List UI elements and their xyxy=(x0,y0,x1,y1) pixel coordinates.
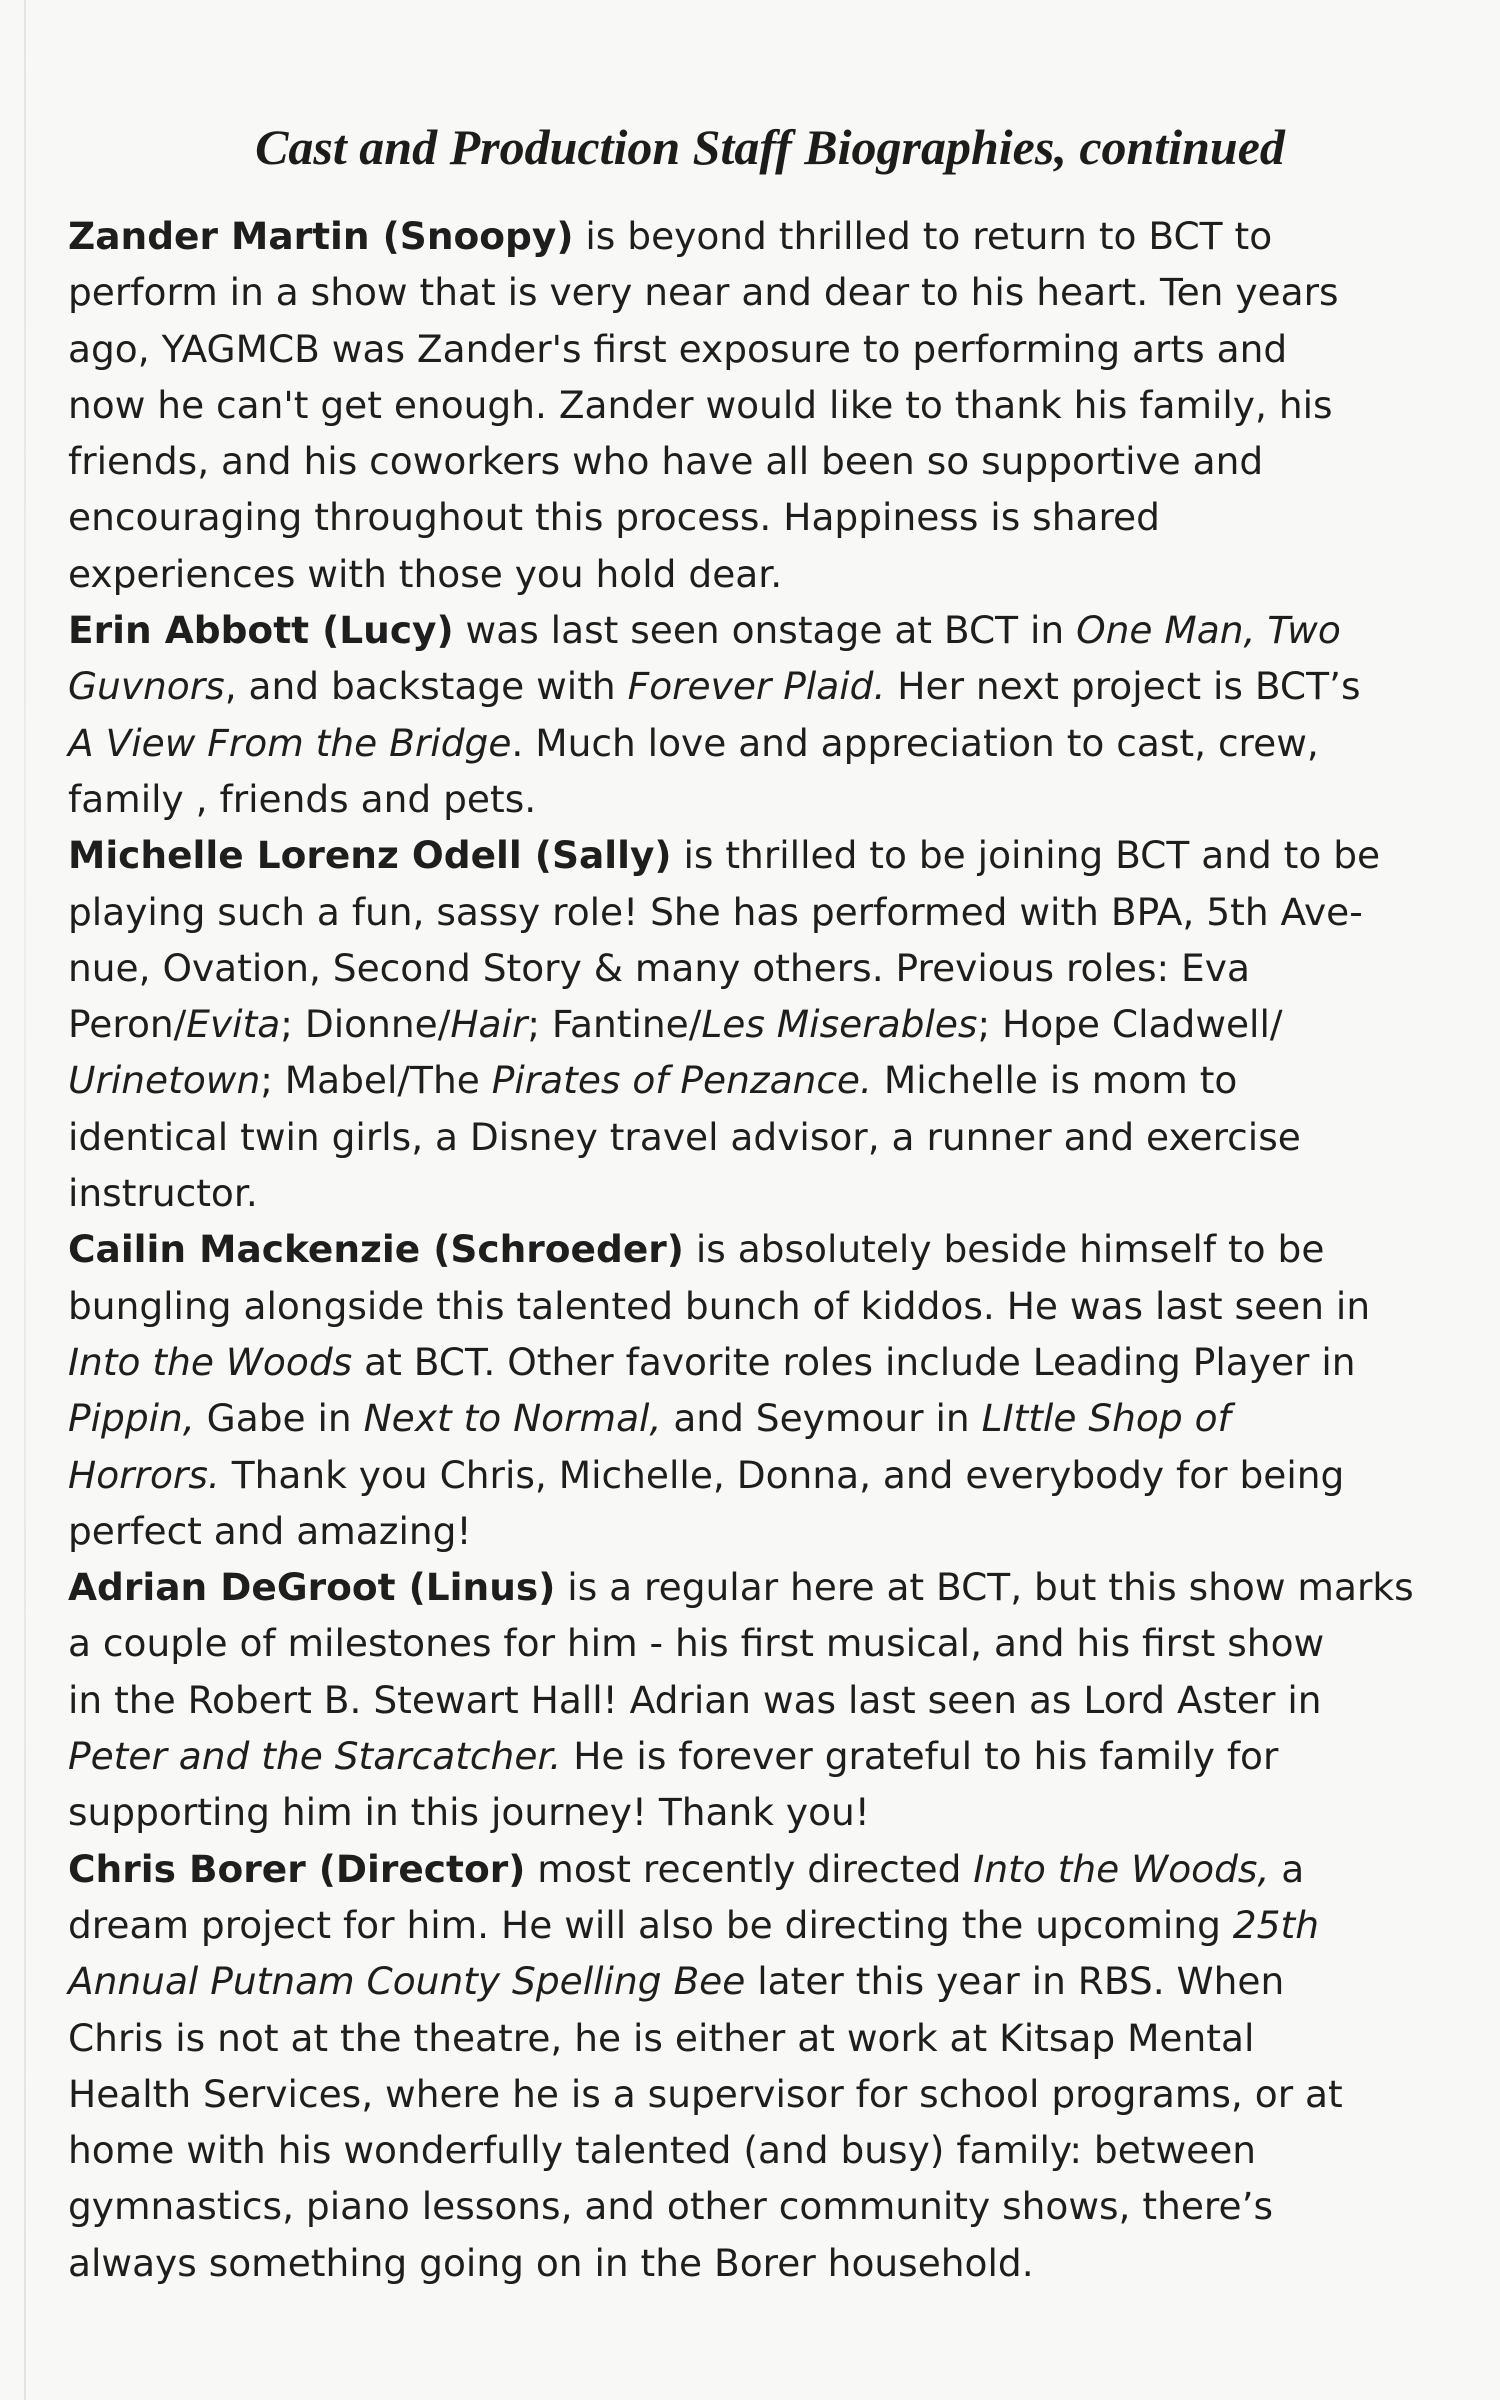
bio-text: supporting him in this journey! Thank you! xyxy=(68,1790,870,1835)
bio-text: family , friends and pets. xyxy=(68,776,537,821)
page-fold-line xyxy=(24,0,26,2400)
bio-text: is absolutely beside himself to be xyxy=(683,1227,1325,1272)
bio-text: always something going on in the Borer household. xyxy=(68,2240,1034,2285)
bio-line xyxy=(68,1897,1463,1953)
bio-line xyxy=(68,658,1463,714)
bio-title-text: Into the Woods xyxy=(68,1339,353,1384)
bio-text: perform in a show that is very near and dear to his heart. Ten years xyxy=(68,270,1339,315)
bio-line xyxy=(68,1052,1463,1108)
bio-text: later this year in RBS. When xyxy=(745,1959,1285,2004)
bio-title-text: A View From the Bridge xyxy=(68,720,512,765)
bio-text: nue, Ovation, Second Story & many others. Previous roles: Eva xyxy=(68,945,1250,990)
bio-title-text: Into the Woods, xyxy=(973,1846,1270,1891)
bio-text: Michelle is mom to xyxy=(871,1058,1238,1103)
bio-entry xyxy=(68,827,1463,1221)
bio-text: instructor. xyxy=(68,1171,258,1216)
bio-name: Chris Borer (Director) xyxy=(68,1846,526,1891)
bio-line xyxy=(68,1278,1463,1334)
bio-line xyxy=(68,1728,1463,1784)
bio-line xyxy=(68,771,1463,827)
bio-line xyxy=(68,1841,1463,1897)
bio-title-text: Urinetown xyxy=(68,1058,261,1103)
bio-line xyxy=(68,2178,1463,2234)
bio-text: ; Fantine/ xyxy=(527,1002,702,1047)
bio-name: Michelle Lorenz Odell (Sally) xyxy=(68,833,672,878)
bio-text: is a regular here at BCT, but this show marks xyxy=(555,1565,1414,1610)
bio-line xyxy=(68,940,1463,996)
bio-text: in the Robert B. Stewart Hall! Adrian was last seen as Lord Aster in xyxy=(68,1677,1322,1722)
bio-line xyxy=(68,884,1463,940)
bio-line xyxy=(68,1503,1463,1559)
bio-line xyxy=(68,1447,1463,1503)
page-title: Cast and Production Staff Biographies, continued xyxy=(255,119,1285,175)
bio-line xyxy=(68,489,1463,545)
bio-line xyxy=(68,1221,1463,1277)
bio-text: a couple of milestones for him - his first musical, and his first show xyxy=(68,1621,1325,1666)
bio-name: Cailin Mackenzie (Schroeder) xyxy=(68,1227,684,1272)
bio-text: . Much love and appreciation to cast, crew, xyxy=(511,720,1319,765)
bio-line xyxy=(68,1615,1463,1671)
bio-entry xyxy=(68,208,1463,602)
bio-line xyxy=(68,996,1463,1052)
bio-text: He is forever grateful to his family for xyxy=(561,1734,1279,1779)
bio-text: Her next project is BCT’s xyxy=(885,664,1361,709)
biographies-section xyxy=(68,208,1463,2291)
bio-line xyxy=(68,1109,1463,1165)
bio-line xyxy=(68,2122,1463,2178)
bio-text: experiences with those you hold dear. xyxy=(68,551,783,596)
bio-title-text: Forever Plaid. xyxy=(627,664,886,709)
bio-text: , and backstage with xyxy=(224,664,628,709)
bio-line xyxy=(68,1334,1463,1390)
bio-line xyxy=(68,1784,1463,1840)
bio-line xyxy=(68,377,1463,433)
bio-text: ; Dionne/ xyxy=(280,1002,451,1047)
bio-text: now he can't get enough. Zander would like to thank his family, his xyxy=(68,382,1333,427)
bio-text: dream project for him. He will also be directing the upcoming xyxy=(68,1902,1233,1947)
bio-title-text: One Man, Two xyxy=(1076,608,1341,653)
bio-title-text: Horrors. xyxy=(68,1452,220,1497)
bio-entry xyxy=(68,1559,1463,1840)
bio-line xyxy=(68,546,1463,602)
bio-line xyxy=(68,602,1463,658)
bio-line xyxy=(68,827,1463,883)
bio-title-text: 25th xyxy=(1232,1902,1319,1947)
bio-line xyxy=(68,208,1463,264)
bio-line xyxy=(68,2010,1463,2066)
bio-text: is thrilled to be joining BCT and to be xyxy=(671,833,1381,878)
bio-line xyxy=(68,1953,1463,2009)
bio-text: ago, YAGMCB was Zander's first exposure to performing arts and xyxy=(68,326,1288,371)
bio-text: friends, and his coworkers who have all been so supportive and xyxy=(68,439,1264,484)
bio-text: perfect and amazing! xyxy=(68,1508,472,1553)
bio-text: a xyxy=(1269,1846,1305,1891)
bio-title-text: Pirates of Penzance. xyxy=(491,1058,872,1103)
bio-title-text: Evita xyxy=(186,1002,281,1047)
bio-entry xyxy=(68,1841,1463,2291)
bio-text: Thank you Chris, Michelle, Donna, and everybody for being xyxy=(219,1452,1345,1497)
bio-title-text: Pippin, xyxy=(68,1396,195,1441)
bio-text: Health Services, where he is a supervisor for school programs, or at xyxy=(68,2071,1343,2116)
bio-text: bungling alongside this talented bunch of kiddos. He was last seen in xyxy=(68,1283,1371,1328)
bio-title-text: Annual Putnam County Spelling Bee xyxy=(68,1959,746,2004)
bio-text: ; Hope Cladwell/ xyxy=(977,1002,1283,1047)
bio-name: Adrian DeGroot (Linus) xyxy=(68,1565,556,1610)
bio-text: is beyond thrilled to return to BCT to xyxy=(573,214,1273,258)
bio-text: Peron/ xyxy=(68,1002,187,1047)
bio-text: identical twin girls, a Disney travel advisor, a runner and exercise xyxy=(68,1114,1301,1159)
bio-text: and Seymour in xyxy=(661,1396,982,1441)
bio-entry xyxy=(68,1221,1463,1559)
bio-text: playing such a fun, sassy role! She has performed with BPA, 5th Ave- xyxy=(68,889,1363,934)
bio-text: encouraging throughout this process. Happiness is shared xyxy=(68,495,1160,540)
bio-line xyxy=(68,433,1463,489)
bio-title-text: Peter and the Starcatcher. xyxy=(68,1734,562,1779)
bio-title-text: LIttle Shop of xyxy=(981,1396,1231,1441)
bio-text: most recently directed xyxy=(525,1846,974,1891)
bio-line xyxy=(68,1390,1463,1446)
bio-text: at BCT. Other favorite roles include Leading Player in xyxy=(352,1339,1356,1384)
bio-text: home with his wonderfully talented (and busy) family: between xyxy=(68,2128,1257,2173)
bio-title-text: Hair xyxy=(450,1002,528,1047)
bio-line xyxy=(68,2235,1463,2291)
bio-line xyxy=(68,1165,1463,1221)
bio-line xyxy=(68,2066,1463,2122)
bio-title-text: Next to Normal, xyxy=(363,1396,662,1441)
bio-name: Erin Abbott (Lucy) xyxy=(68,608,454,653)
bio-text: ; Mabel/The xyxy=(260,1058,492,1103)
bio-text: gymnastics, piano lessons, and other community shows, there’s xyxy=(68,2184,1274,2229)
bio-line xyxy=(68,1559,1463,1615)
bio-line xyxy=(68,264,1463,320)
bio-entry xyxy=(68,602,1463,827)
bio-text: Gabe in xyxy=(194,1396,364,1441)
bio-title-text: Les Miserables xyxy=(701,1002,978,1047)
bio-line xyxy=(68,1672,1463,1728)
bio-line xyxy=(68,715,1463,771)
bio-line xyxy=(68,321,1463,377)
bio-name: Zander Martin (Snoopy) xyxy=(68,214,574,258)
bio-text: was last seen onstage at BCT in xyxy=(453,608,1077,653)
bio-text: Chris is not at the theatre, he is either at work at Kitsap Mental xyxy=(68,2015,1255,2060)
bio-title-text: Guvnors xyxy=(68,664,225,709)
